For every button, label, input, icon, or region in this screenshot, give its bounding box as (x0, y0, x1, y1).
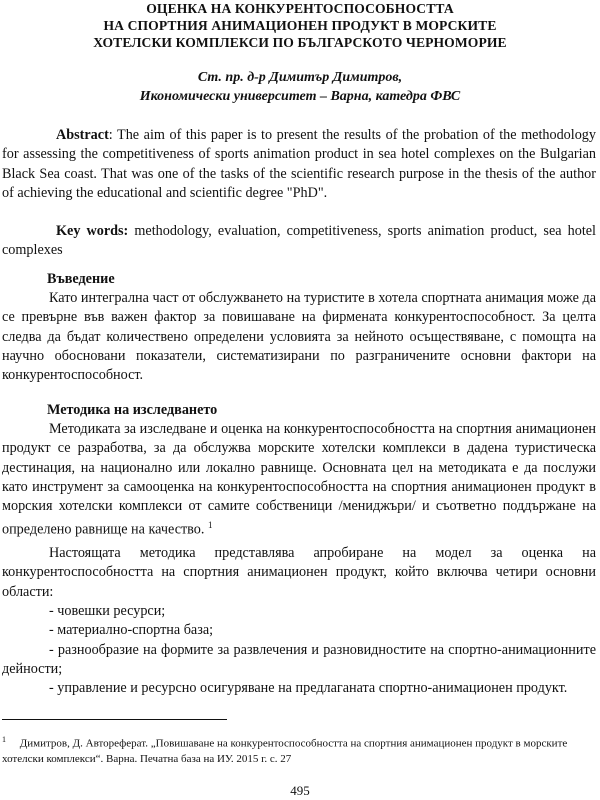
title-line-2: НА СПОРТНИЯ АНИМАЦИОНЕН ПРОДУКТ В МОРСКИТЕ (103, 18, 497, 33)
author-affiliation: Икономически университет – Варна, катедра ФВС (139, 89, 461, 104)
abstract-paragraph (2, 126, 596, 203)
areas-list (2, 602, 596, 698)
page-number: 495 (290, 783, 310, 798)
paper-title (0, 0, 600, 51)
method-heading: Методика на изследването (47, 402, 218, 418)
abstract-label: Abstract (56, 127, 109, 143)
list-item: - човешки ресурси; (49, 603, 166, 619)
author-block (0, 68, 600, 106)
footnote-reference: 1 (207, 520, 213, 531)
method-text: Методиката за изследване и оценка на конкурентоспособността на спортния анимационен продукт се разработва, за да обслужва морските хотелски комплекси в дадена туристическа дестинация, на национално или локално равнище. Основната цел на методиката е да послужи като инструмент за самооценка на конкурентоспособността на спортния анимационен продукт в морския хотелски комплекси от самите собственици /мениджъри/ и съответно поддържане на определено равнище на качество. (2, 421, 596, 539)
title-line-1: ОЦЕНКА НА КОНКУРЕНТОСПОСОБНОСТТА (146, 1, 454, 16)
author-name: Ст. пр. д-р Димитър Димитров, (197, 70, 403, 85)
intro-paragraph: Като интегрална част от обслужването на туристите в хотела спортната анимация може да се превърне във важен фактор за повишаване на фирмената конкурентоспособност. За целта следва да бъдат количествено определени условията за нейното осъществяване, с помощта на научно обосновани показатели, систематизирани по разграничените основни фактори на конкурентоспособност. (2, 290, 596, 384)
list-item: - разнообразие на формите за развлечения и разновидностите на спортно-анимационните дейности; (2, 641, 596, 677)
method-paragraph-2: Настоящата методика представлява апробиране на модел за оценка на конкурентоспособността на спортния анимационен продукт, който включва четири основни области: (2, 545, 596, 600)
method-paragraph (2, 420, 596, 541)
list-item: - управление и ресурсно осигуряване на предлаганата спортно-анимационен продукт. (49, 680, 568, 697)
footnote-mark: 1 (2, 735, 6, 744)
footnote-divider (2, 719, 227, 720)
footnote-text: Димитров, Д. Автореферат. „Повишаване на конкурентоспособността на спортния анимационен продукт в морските хотелски комплекси“. Варна. Печатна база на ИУ. 2015 г. с. 27 (2, 737, 568, 765)
keywords-paragraph (2, 222, 596, 261)
keywords-text: methodology, evaluation, competitiveness, sports animation product, sea hotel complexes (2, 223, 596, 259)
list-item: - материално-спортна база; (49, 622, 214, 639)
footnote (2, 732, 592, 767)
intro-heading: Въведение (47, 271, 115, 287)
abstract-text: : The aim of this paper is to present the results of the probation of the methodology for assessing the competitiveness of sports animation product in sea hotel complexes on the Bulgarian Black Sea coast. That was one of the tasks of the scientific research purpose in the thesis of the author of achieving the educational and scientific degree "PhD". (2, 127, 596, 201)
keywords-label: Key words: (56, 223, 129, 239)
title-line-3: ХОТЕЛСКИ КОМПЛЕКСИ ПО БЪЛГАРСКОТО ЧЕРНОМОРИЕ (93, 35, 507, 50)
